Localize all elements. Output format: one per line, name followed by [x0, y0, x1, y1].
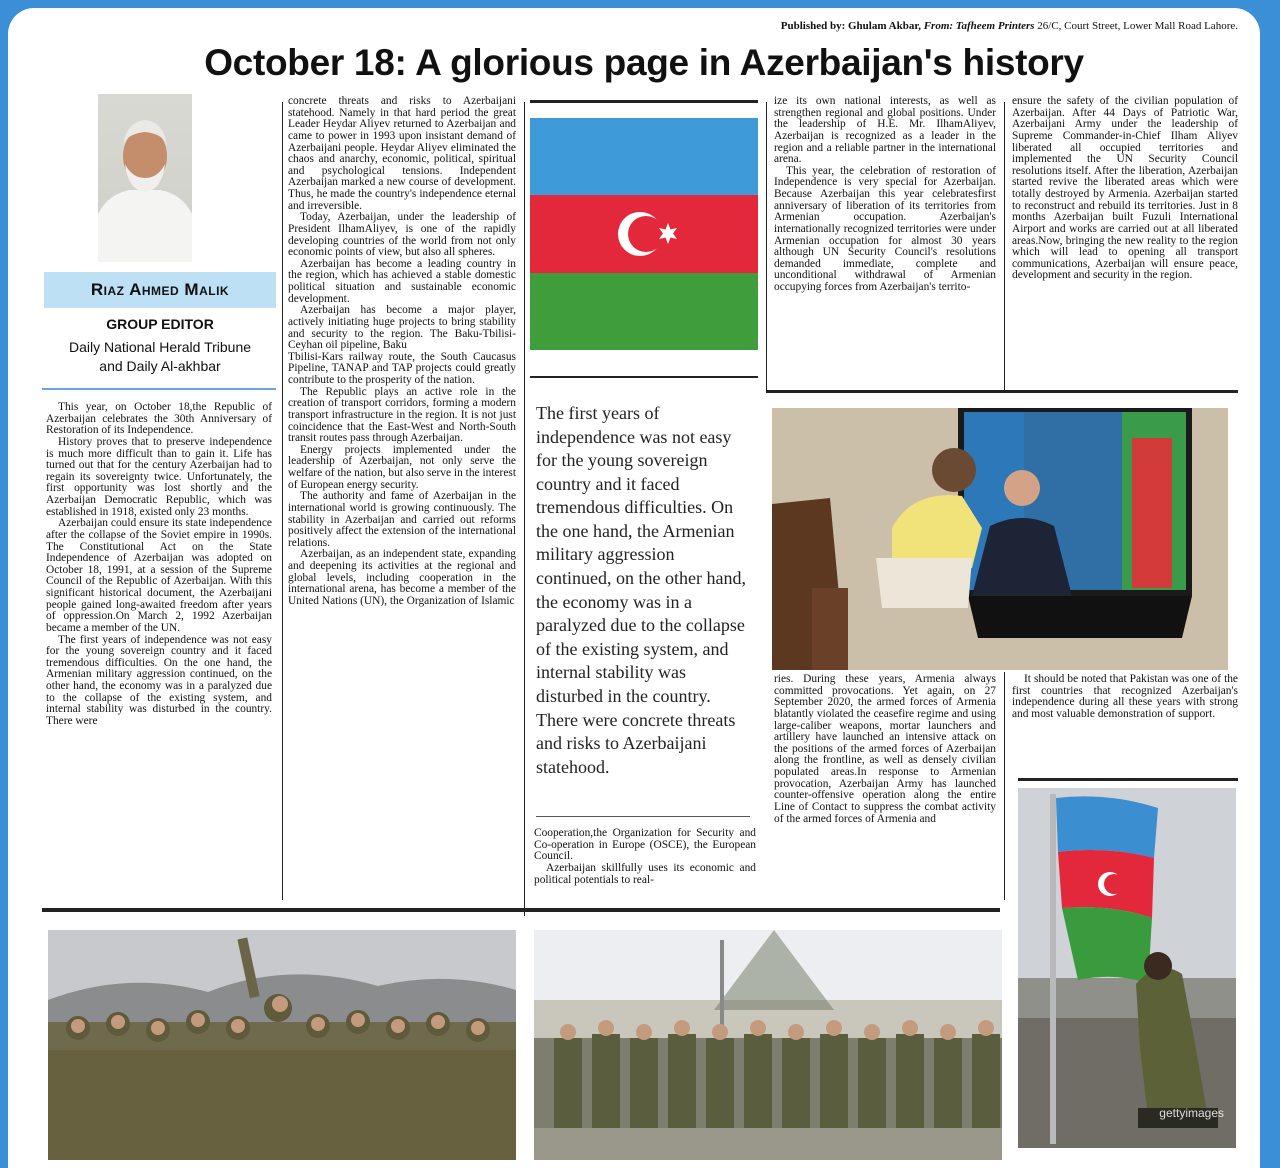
president-kissing-flag-photo	[1018, 788, 1236, 1148]
child-kissing-screen-photo	[772, 408, 1228, 670]
soldiers-cheering-photo	[48, 930, 516, 1160]
article-column-1: This year, on October 18,the Republic of Azerbaijan celebrates the 30th Anniversary of Restoration of its Independence. History proves that to preserve independence is much more difficult than to gain it. Life has turned out that for the century Azerbaijan had to regain its sovereignty twice. Unfortunately, the first opportunity was lost shortly and the Azerbaijan Democratic Republic, which was established in 1918, existed only 23 months. Azerbaijan could ensure its state independence after the collapse of the Soviet empire in 1990s. The Constitutional Act on the State Independence of Azerbaijan was adopted on October 18, 1991, at a session of the Supreme Council of the Republic of Azerbaijan. With this significant historical document, the Azerbaijani people gained long-awaited freedom after years of oppression.On March 2, 1992 Azerbaijan became a member of the UN. The first years of independence was not easy for the young sovereign country and it faced tremendous difficulties. On the one hand, the Armenian military aggression continued, on the other hand, the economy was in a paralyzed due to the collapse of the existing system, and internal stability was disturbed in the country. There were	[46, 402, 272, 727]
author-role: GROUP EDITOR	[106, 316, 214, 332]
azerbaijan-flag-image	[530, 118, 758, 350]
pull-quote: The first years of independence was not easy for the young sovereign country and it faced tremendous difficulties. On the one hand, the Armenian military aggression continued, on the other hand, the economy was in a paralyzed due to the collapse of the existing system, and internal stability was disturbed in the country. There were concrete threats and risks to Azerbaijani statehood.	[536, 403, 746, 777]
rule-top	[530, 100, 758, 103]
page-headline: October 18: A glorious page in Azerbaijan's history	[204, 42, 1084, 83]
article-column-4-top: ize its own national interests, as well as strengthen regional and global positions. Under the leadership of H.E. Mr. IlhamAliyev, Azerbaijan is recognized as a leader in the region and a reliable partner in the international arena. This year, the celebration of restoration of Independence is very special for Azerbaijan. Because Azerbaijan this year celebratesfirst anniversary of liberation of its territories from Armenian occupation. Azerbaijan's internationally recognized territories were under Armenian occupation for almost 30 years although UN Security Council's resolutions demanded immediate, complete and unconditional withdrawal of Armenian occupying forces from Azerbaijan's territo-	[774, 96, 996, 293]
article-column-3: Cooperation,the Organization for Security and Co-operation in Europe (OSCE), the European Council. Azerbaijan skillfully uses its economic and political potentials to real-	[534, 828, 756, 886]
quote-bottom-rule	[536, 816, 750, 817]
getty-watermark: gettyimages	[1159, 1106, 1224, 1120]
column-divider	[766, 102, 767, 392]
author-divider	[42, 388, 276, 390]
rule-flag-bottom	[530, 376, 758, 378]
article-column-2: concrete threats and risks to Azerbaijani statehood. Namely in that hard period the great Leader Heydar Aliyev returned to Azerbaijan and came to power in 1993 upon insistant demand of Azerbaijani people. Heydar Aliyev eliminated the chaos and anarchy, economic, political, spiritual and psychological tensions. Independent Azerbaijan marked a new course of development. Thus, he made the country's independence eternal and irreversible. Today, Azerbaijan, under the leadership of President IlhamAliyev, is one of the rapidly developing countries of the world from not only economic points of view, but also all spheres. Azerbaijan has become a leading country in the region, which has achieved a stable domestic political situation and sustainable economic development. Azerbaijan has become a major player, actively initiating huge projects to bring stability and security to the region. The Baku-Tbilisi-Ceyhan oil pipeline, Baku Tbilisi-Kars railway route, the South Caucasus Pipeline, TANAP and TAP projects could greatly contribute to the prosperity of the nation. The Republic plays an active role in the creation of transport corridors, forming a modern transport infrastructure in the region. It is not just coincidence that the East-West and North-South transit routes pass through Azerbaijan. Energy projects implemented under the leadership of Azerbaijan, not only serve the welfare of the nation, but also serve in the interest of European energy security. The authority and fame of Azerbaijan in the international world is growing continuously. The stability in Azerbaijan and carried out reforms positively affect the extension of the international relations. Azerbaijan, as an independent state, expanding and deepening its activities at the regional and global levels, including cooperation in the international arena, has become a member of the United Nations (UN), the Organization of Islamic	[288, 96, 516, 607]
column-divider	[524, 102, 525, 916]
column-divider	[1004, 102, 1005, 392]
soldiers-group-photo	[534, 930, 1002, 1160]
rule-bottom	[42, 908, 1000, 912]
article-column-5-mid: It should be noted that Pakistan was one of the first countries that recognized Azerbaijan's independence during all these years with strong and most valuable demonstration of support.	[1012, 674, 1238, 720]
article-column-5-top: ensure the safety of the civilian population of Azerbaijan. After 44 Days of Patriotic War, Azerbaijani Army under the leadership of Supreme Commander-in-Chief Ilham Aliyev liberated all occupied territories and implemented the UN Security Council resolutions itself. After the liberation, Azerbaijan started revive the liberated areas which were totally destroyed by Armenia. Azerbaijan started to reconstruct and rebuild its territories. Just in 8 months Azerbaijan built Fuzuli International Airport and works are carried out at all liberated areas.Now, bringing the new reality to the region which will lead to opening all transport communications, Azerbaijan will ensure peace, development and security in the region.	[1012, 96, 1238, 282]
author-portrait-photo	[98, 94, 192, 262]
rule-right	[1018, 778, 1238, 781]
author-name-banner	[44, 272, 276, 308]
newspaper-page	[8, 8, 1260, 1168]
author-name: Riaz Ahmed Malik	[90, 280, 230, 299]
article-column-4-bottom: ries. During these years, Armenia always committed provocations. Yet again, on 27 September 2020, the armed forces of Armenia blatantly violated the ceasefire regime and using large-caliber weapons, mortar launchers and artillery have launched an intensive attack on the positions of the armed forces of Azerbaijan along the frontline, as well as densely civilian populated areas.In response to Armenian provocation, Azerbaijan Army has launched counter-offensive operation along the entire Line of Contact to suppress the combat activity of the armed forces of Armenia and	[774, 674, 996, 825]
author-publications: Daily National Herald Tribune and Daily Al-akhbar	[68, 339, 252, 374]
column-divider	[282, 102, 283, 900]
rule-mid	[766, 390, 1238, 393]
publisher-line: Published by: Ghulam Akbar, From: Tafheem Printers 26/C, Court Street, Lower Mall Road Lahore.	[780, 20, 1238, 32]
column-divider	[1004, 672, 1005, 900]
